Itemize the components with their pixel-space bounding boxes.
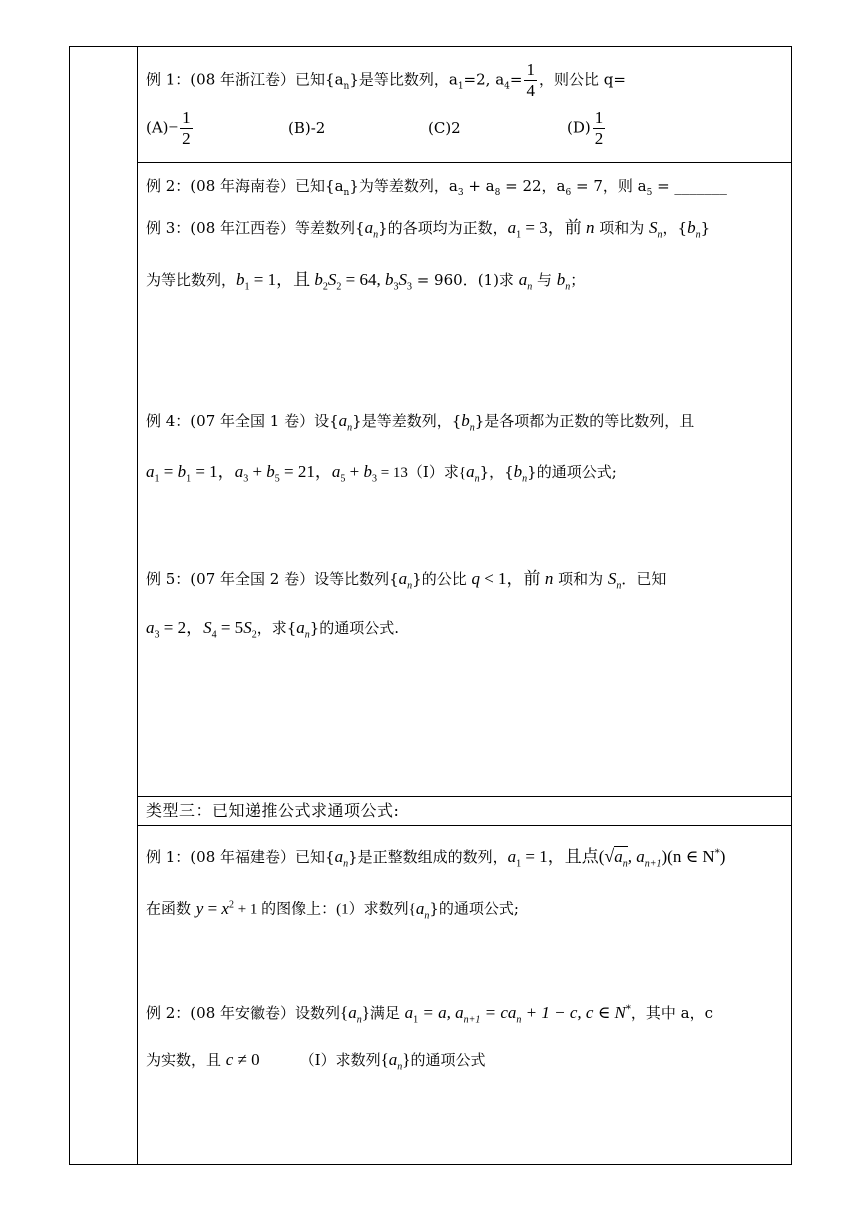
- ex4-a3-b5: $a_3 + b_5$: [234, 462, 280, 485]
- ex1-eq2: =: [509, 70, 523, 89]
- ex1-fraction: [524, 60, 537, 101]
- row-divider-1: [137, 162, 792, 163]
- ex3-a-1: $a_1$: [507, 218, 522, 241]
- ex3-l1-b: }的各项均为正数，: [378, 219, 508, 237]
- ex1-eq1: =2, a: [463, 70, 505, 89]
- ex6-a-1: $a_1$: [507, 847, 522, 870]
- ex2-p3: = 7，则 a: [571, 177, 647, 195]
- ex4-l1-a: 例 4：(07 年全国 1 卷）设{: [146, 412, 339, 430]
- ex6-a-n-2: $a_n$: [415, 898, 430, 922]
- ex3-l2-a: 为等比数列，: [146, 271, 237, 289]
- ex5-n: n: [544, 569, 554, 588]
- ex1-frac-num: 1: [526, 60, 535, 79]
- ex6-l1-a: 例 1：(08 年福建卷）已知{: [146, 848, 335, 866]
- ex6-point: $√a_n$, $a_{n+1}$: [604, 846, 662, 870]
- example-3-line-2: [146, 270, 585, 297]
- ex3-b-n: $b_n$: [687, 218, 701, 241]
- ex6-l1-f: ): [719, 847, 726, 866]
- example-1-option-a: [146, 108, 195, 149]
- ex4-l1-b: }是等差数列，{: [352, 412, 462, 430]
- ex7-star: *: [625, 1004, 631, 1015]
- table-border-top: [69, 46, 792, 47]
- ex1-stem: 例 1：(08 年浙江卷）已知{a: [146, 70, 344, 89]
- ex1-sub-4: 4: [504, 81, 510, 92]
- ex7-seq: $\{a_n\}$: [340, 1003, 370, 1026]
- ex5-l2-c: ，求{: [256, 619, 297, 637]
- ex3-l1-f: }: [700, 219, 711, 237]
- ex2-sub-3: 3: [457, 188, 464, 198]
- opt-a-fraction: [180, 108, 193, 149]
- opt-a-sign: −: [168, 117, 179, 137]
- opt-a-num: 1: [182, 108, 191, 127]
- ex5-l1-c: < 1，前: [479, 569, 545, 588]
- ex4-l2-c: = 13（Ⅰ）求{: [376, 465, 467, 481]
- ex2-text: 例 2：(08 年海南卷）已知{a: [146, 177, 344, 195]
- example-3-line-1: [146, 218, 710, 245]
- ex5-l1-b: }的公比: [412, 570, 472, 588]
- opt-d-num: 1: [594, 108, 604, 127]
- example-4-line-2: [146, 462, 617, 489]
- ex4-l2-d: }，{: [479, 463, 514, 481]
- example-1-option-b: (B)-2: [288, 119, 326, 137]
- ex7-a-n1: $a_{n+1}$: [455, 1003, 481, 1026]
- example-1-option-d: [567, 108, 607, 149]
- ex4-a-n-2: $a_n$: [466, 462, 480, 485]
- ex7-l1-d: = c: [480, 1003, 508, 1022]
- ex2-p1: + a: [463, 177, 495, 195]
- ex6-l1-d: )(n ∈ N: [661, 847, 715, 866]
- table-border-left: [69, 46, 70, 1165]
- ex1-sub-n: n: [343, 81, 350, 92]
- ex3-l2-d: = 960．(1)求: [411, 271, 519, 289]
- ex3-l1-c: = 3，前: [521, 218, 586, 237]
- ex4-l2-b: = 21，: [279, 462, 332, 481]
- ex6-l2-b: + 1 的图像上：(1）求数列{: [233, 901, 416, 918]
- opt-d-fraction: [593, 108, 606, 149]
- opt-a-den: 2: [182, 129, 191, 148]
- ex3-l2-e: 与: [532, 271, 557, 289]
- ex3-a-n: $a_n$: [364, 218, 379, 241]
- ex3-s-n: $S_n$: [649, 218, 663, 241]
- ex1-tail: ，则公比 q=: [538, 70, 626, 89]
- ex3-l2-c: = 64,: [341, 270, 385, 289]
- example-2-question: [146, 176, 727, 203]
- ex3-l1-e: ，{: [662, 219, 688, 237]
- ex4-a1-b1: $a_1 = b_1$: [146, 462, 192, 485]
- ex7-c-neq-0: c ≠ 0: [225, 1050, 260, 1069]
- table-border-bottom: [69, 1164, 792, 1165]
- ex1-sub-1: 1: [457, 81, 464, 92]
- ex4-l1-c: }是各项都为正数的等比数列，且: [474, 412, 695, 430]
- example-4-line-1: [146, 411, 694, 438]
- opt-a-label: (A): [146, 118, 169, 137]
- ex5-a-n: $a_n$: [398, 569, 413, 592]
- ex5-l2-b: = 5: [216, 618, 244, 637]
- ex6-l1-b: }是正整数组成的数列，: [348, 848, 508, 866]
- ex4-b-n: $b_n$: [461, 411, 475, 434]
- ex5-s-4: $S_4$: [203, 618, 217, 641]
- ex1-frac-den: 4: [526, 81, 535, 100]
- ex5-a-n-2: $a_n$: [296, 618, 310, 641]
- ex4-a-n: $a_n$: [338, 411, 353, 434]
- ex2-sub-8: 8: [494, 188, 501, 198]
- ex3-b2s2: $b_2S_2$: [314, 270, 342, 293]
- example-6-line-1: [146, 844, 725, 874]
- ex3-b-1: $b_1$: [236, 270, 250, 293]
- ex6-star: *: [714, 848, 720, 859]
- ex3-b3s3: $b_3S_3$: [384, 270, 412, 293]
- ex4-a5-b3: $a_5 + b_3$: [331, 462, 377, 485]
- ex5-a-3: $a_3$: [146, 618, 160, 641]
- ex3-l2-b: = 1，且: [249, 270, 315, 289]
- ex7-l2-a: 为实数，且: [146, 1051, 226, 1069]
- ex5-q: q: [471, 569, 480, 588]
- example-5-line-2: [146, 618, 399, 645]
- ex7-l1-c: = a,: [418, 1003, 456, 1022]
- ex7-seq-2: $\{a_n\}$: [380, 1050, 411, 1073]
- ex6-func: $y = x^2$: [195, 898, 234, 918]
- ex2-sub-6: 6: [565, 188, 572, 198]
- ex7-l1-a: 例 2：(08 年安徽卷）设数列: [146, 1004, 341, 1022]
- ex5-l2-a: = 2，: [159, 618, 204, 637]
- ex7-l1-e: + 1 − c, c ∈ N: [521, 1003, 626, 1022]
- ex2-sub-5: 5: [646, 188, 653, 198]
- ex4-l2-a: = 1，: [191, 462, 235, 481]
- ex2-text2: }为等差数列，a: [349, 177, 458, 195]
- row-divider-2: [137, 796, 792, 797]
- example-1-option-c: (C)2: [428, 119, 461, 137]
- table-border-right: [791, 46, 792, 1165]
- example-7-line-1: [146, 1000, 713, 1030]
- ex7-a-1: $a_1$: [404, 1003, 419, 1026]
- ex7-a-n: $a_n$: [507, 1003, 522, 1026]
- ex4-l2-e: }的通项公式;: [527, 463, 617, 481]
- ex5-l1-d: 项和为: [553, 570, 608, 588]
- table-column-divider: [137, 46, 138, 1165]
- ex5-s-2: $S_2$: [243, 618, 257, 641]
- ex5-l2-d: }的通项公式.: [309, 619, 400, 637]
- example-6-line-2: [146, 895, 519, 926]
- ex7-l2-b: （Ⅰ）求数列: [299, 1051, 381, 1069]
- ex3-l2-f: ；: [570, 271, 586, 289]
- ex2-sub-n: n: [343, 188, 350, 198]
- ex7-l1-b: 满足: [369, 1004, 405, 1022]
- example-7-line-2: [146, 1050, 485, 1077]
- opt-d-label: (D): [567, 118, 591, 137]
- ex6-a-n: $a_n$: [334, 847, 349, 870]
- ex7-l2-c: 的通项公式: [410, 1051, 486, 1069]
- ex3-b-n-2: $b_n$: [556, 270, 571, 293]
- row-divider-3: [137, 825, 792, 826]
- example-5-line-1: [146, 569, 666, 596]
- ex7-l1-g: ，其中 a，c: [630, 1004, 714, 1022]
- ex6-l2-c: }的通项公式;: [429, 899, 519, 918]
- ex5-s-n: $S_n$: [607, 569, 622, 592]
- ex4-b-n-2: $b_n$: [513, 462, 528, 485]
- ex6-l1-c: = 1，且点(: [521, 847, 605, 866]
- ex2-p4: = _______: [652, 177, 727, 195]
- ex5-l1-a: 例 5：(07 年全国 2 卷）设等比数列{: [146, 570, 399, 588]
- ex3-a-n-2: $a_n$: [518, 270, 533, 293]
- ex3-n: n: [585, 218, 595, 237]
- ex3-l1-a: 例 3：(08 年江西卷）等差数列{: [146, 219, 365, 237]
- ex6-l2-a: 在函数: [146, 899, 196, 918]
- opt-d-den: 2: [594, 129, 604, 148]
- section-title: 类型三：已知递推公式求通项公式:: [146, 801, 400, 820]
- ex5-l1-e: ．已知: [621, 570, 667, 588]
- ex1-stem2: }是等比数列，a: [349, 70, 458, 89]
- example-1-question: [146, 60, 626, 101]
- ex2-p2: = 22，a: [500, 177, 566, 195]
- ex3-l1-d: 项和为: [594, 219, 650, 237]
